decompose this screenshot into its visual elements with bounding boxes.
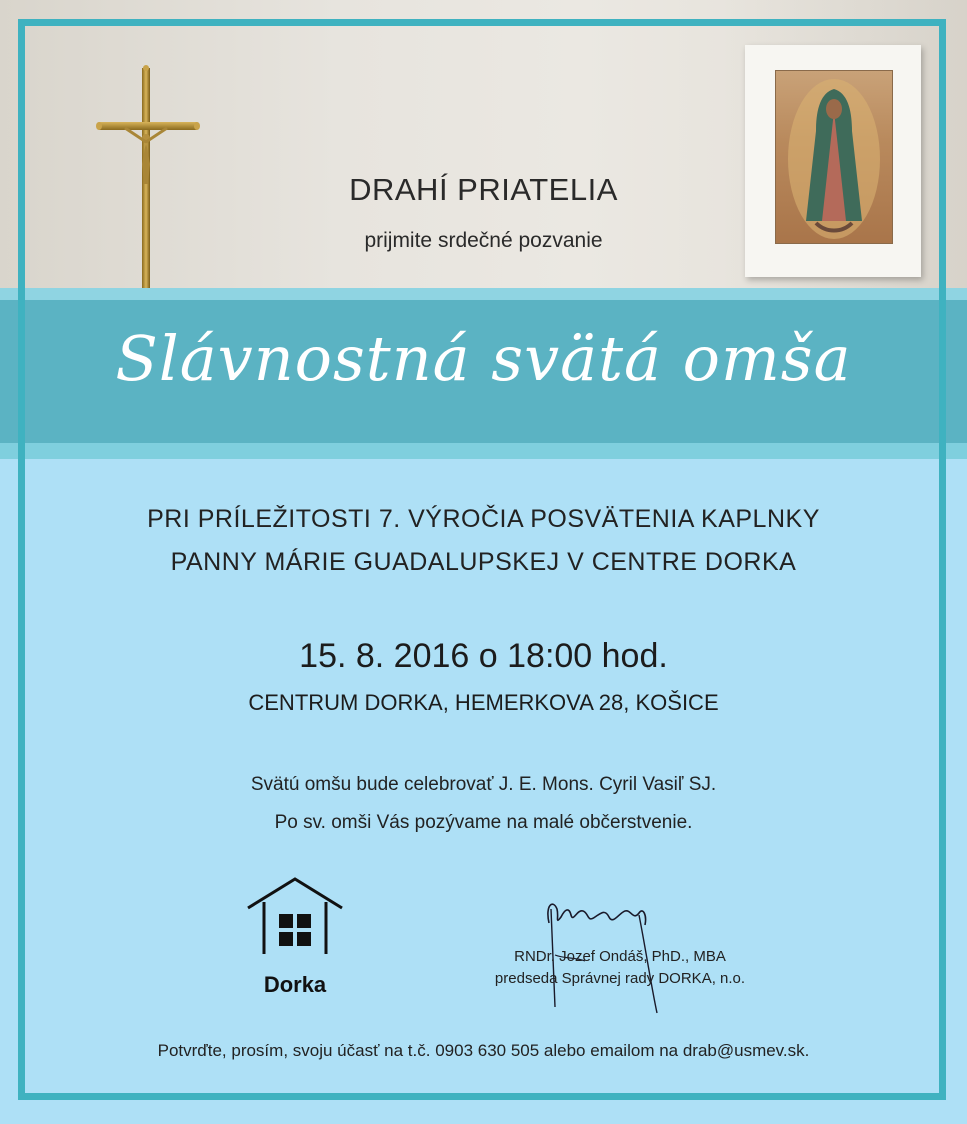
event-title: Slávnostná svätá omša	[115, 322, 852, 395]
signatory-name: RNDr. Jozef Ondáš, PhD., MBA	[514, 948, 726, 965]
occasion-line-1: PRI PRÍLEŽITOSTI 7. VÝROČIA POSVÄTENIA KAPLNKY	[147, 505, 820, 533]
event-datetime: 15. 8. 2016 o 18:00 hod.	[299, 637, 668, 675]
refreshment-note: Po sv. omši Vás pozývame na malé občerstvenie.	[274, 812, 693, 833]
signatory-role: predseda Správnej rady DORKA, n.o.	[494, 970, 746, 987]
event-place: CENTRUM DORKA, HEMERKOVA 28, KOŠICE	[248, 690, 719, 715]
rsvp-text: Potvrďte, prosím, svoju účasť na t.č. 0903 630 505 alebo emailom na drab@usmev.sk.	[157, 1041, 810, 1060]
celebrant-note: Svätú omšu bude celebrovať J. E. Mons. Cyril Vasiľ SJ.	[250, 774, 717, 795]
occasion-line-2: PANNY MÁRIE GUADALUPSKEJ V CENTRE DORKA	[170, 548, 797, 576]
decorative-border	[18, 19, 946, 1100]
greeting-subheading: prijmite srdečné pozvanie	[364, 229, 603, 252]
greeting-heading: DRAHÍ PRIATELIA	[349, 172, 618, 207]
logo-text: Dorka	[263, 972, 327, 997]
